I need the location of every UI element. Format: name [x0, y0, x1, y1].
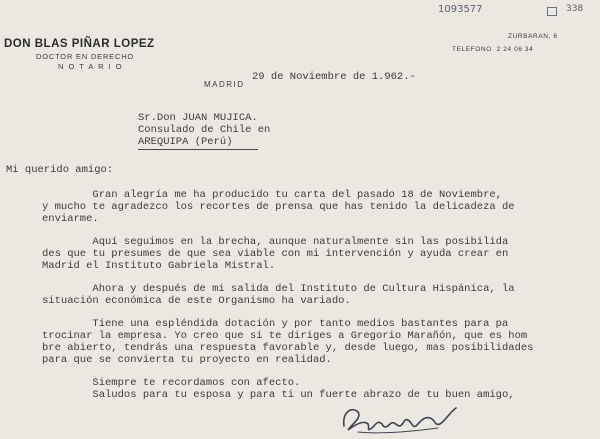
address-street: ZURBARAN, 6 — [508, 33, 558, 40]
body-line: Tiene una espléndida dotación y por tanto medios bastantes para pa — [42, 318, 509, 330]
body-line: bre abierto, tendrás una respuesta favorable y, desde luego, mas posibilidades — [42, 342, 534, 354]
body-line: Ahora y después de mi salida del Instituto de Cultura Hispánica, la — [42, 283, 515, 295]
page-number: 338 — [566, 4, 584, 14]
body-line: enviarme. — [42, 213, 99, 225]
dateline-city: MADRID — [204, 80, 245, 89]
recipient-line-1: Sr.Don JUAN MUJICA. — [138, 112, 258, 124]
address-phone: TELEFONO 2 24 06 34 — [452, 46, 534, 53]
body-line: Gran alegría me ha producido tu carta del pasado 18 de Noviembre, — [42, 189, 502, 201]
body-line: des que tu presumes de que sea viable con mi intervención y ayuda crear en — [42, 248, 509, 260]
body-line: Siempre te recordamos con afecto. — [42, 377, 301, 389]
checkbox-mark-icon — [547, 7, 557, 16]
body-line: Aquí seguimos en la brecha, aunque naturalmente sin las posibilida — [42, 236, 509, 248]
handwritten-signature — [338, 398, 468, 436]
body-line: y mucho te agradezco los recortes de prensa que has tenido la delicadeza de — [42, 201, 515, 213]
recipient-line-3: AREQUIPA (Perú) — [138, 136, 233, 148]
catalog-number: 1093577 — [438, 4, 483, 15]
body-line: para que se convierta tu proyecto en realidad. — [42, 354, 332, 366]
recipient-underline — [138, 149, 258, 150]
body-line: Saludos para tu esposa y para ti un fuerte abrazo de tu buen amigo, — [42, 389, 515, 401]
letterhead-name: DON BLAS PIÑAR LOPEZ — [4, 38, 155, 50]
recipient-line-2: Consulado de Chile en — [138, 124, 271, 136]
letterhead-role: N O T A R I O — [58, 62, 124, 71]
salutation: Mi querido amigo: — [6, 164, 114, 176]
dateline-date: 29 de Noviembre de 1.962.- — [252, 71, 416, 83]
body-line: Madrid el Instituto Gabriela Mistral. — [42, 260, 276, 272]
body-line: situación económica de este Organismo ha variado. — [42, 295, 351, 307]
body-line: trocinar la empresa. Yo creo que si te diriges a Gregorio Marañón, que es hom — [42, 330, 528, 342]
letterhead-title: DOCTOR EN DERECHO — [36, 52, 135, 61]
